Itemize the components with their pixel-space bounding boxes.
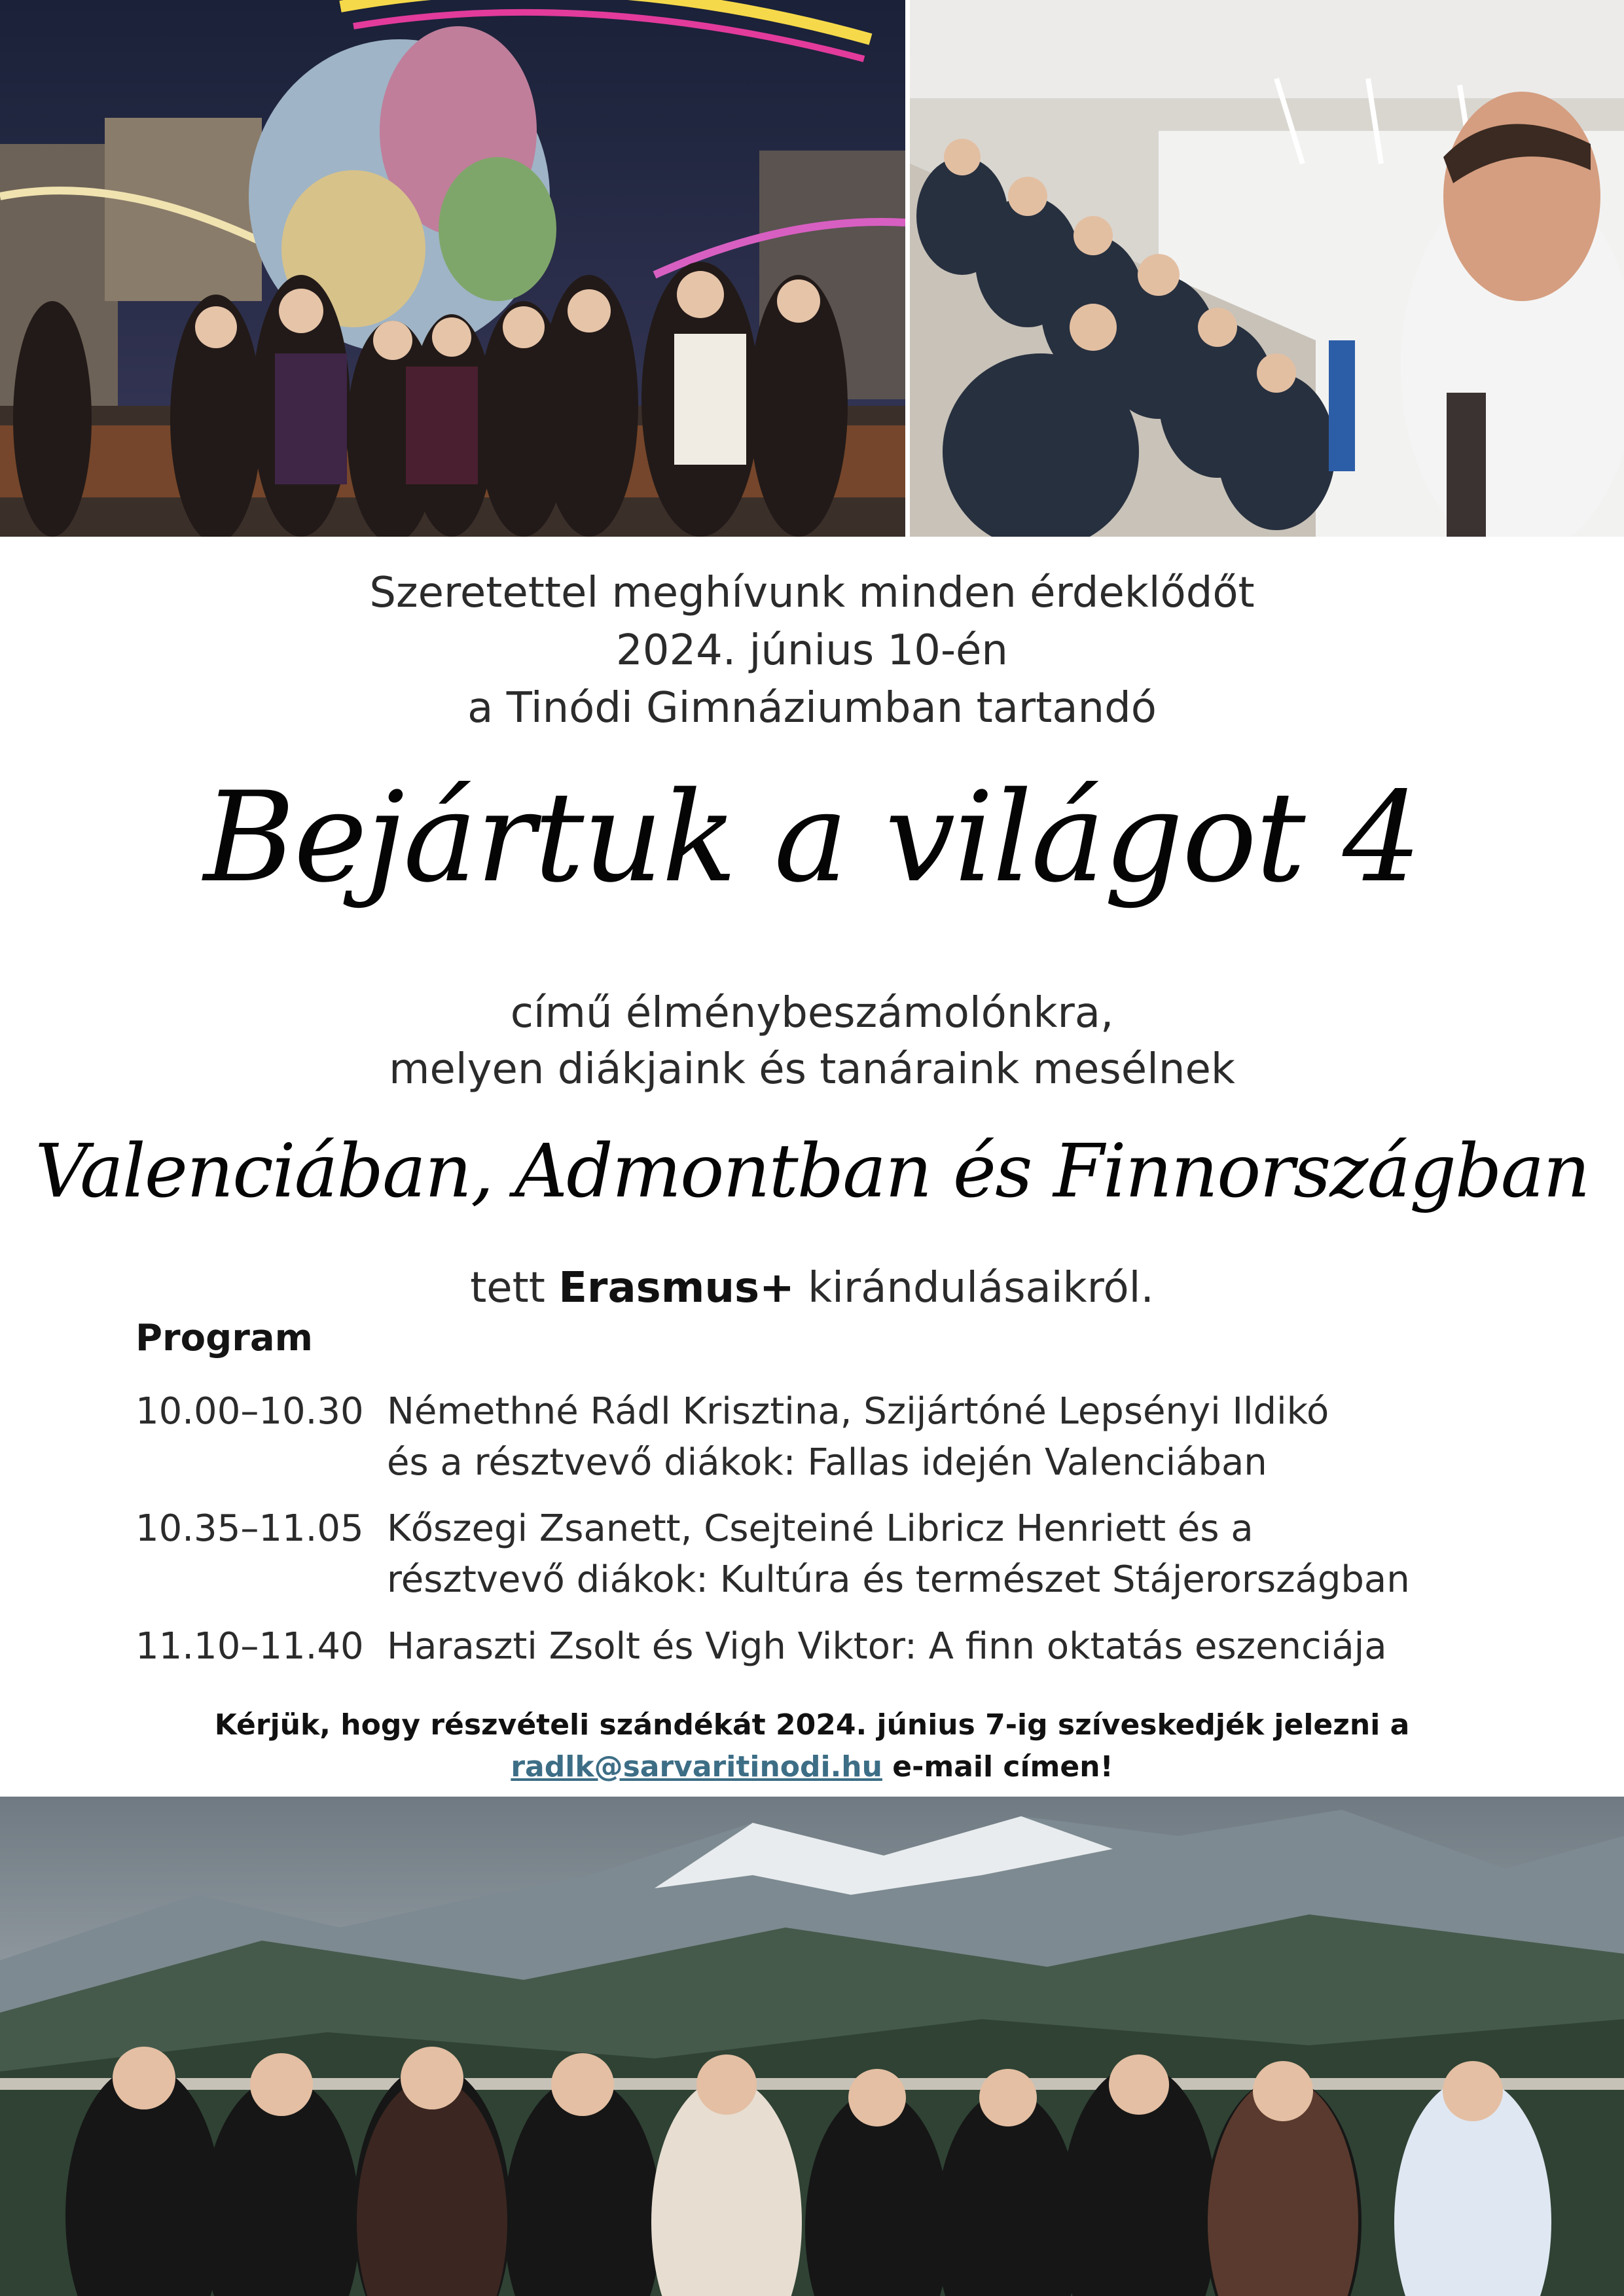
rsvp-line-1: Kérjük, hogy részvételi szándékát 2024. június 7-ig szíveskedjék jelezni a	[214, 1708, 1410, 1742]
subtitle-line-1: című élménybeszámolónkra,	[510, 989, 1114, 1037]
program-description	[387, 1621, 1624, 1672]
subtitle-line-2: melyen diákjaink és tanáraink mesélnek	[389, 1045, 1235, 1094]
erasmus-bold: Erasmus+	[558, 1264, 795, 1312]
program-time: 11.10–11.40	[135, 1625, 364, 1668]
rsvp-email-link[interactable]: radlk@sarvaritinodi.hu	[511, 1750, 882, 1784]
program-description	[387, 1386, 1624, 1488]
program-time: 10.00–10.30	[135, 1390, 364, 1433]
program-desc-line: Kőszegi Zsanett, Csejteiné Libricz Henriett és a	[387, 1507, 1254, 1550]
erasmus-after: kirándulásaikról.	[808, 1264, 1154, 1312]
photo-valencia-group	[0, 0, 905, 537]
program-desc-line: Haraszti Zsolt és Vigh Viktor: A finn oktatás eszenciája	[387, 1625, 1387, 1668]
intro-line-2: 2024. június 10-én	[616, 626, 1008, 675]
intro-line-3: a Tinódi Gimnáziumban tartandó	[467, 684, 1157, 732]
rsvp-after-email: e-mail címen!	[892, 1750, 1113, 1784]
subtitle	[0, 985, 1624, 1098]
program-description	[387, 1503, 1624, 1605]
program-desc-line: Némethné Rádl Krisztina, Szijártóné Lepsényi Ildikó	[387, 1390, 1329, 1433]
rsvp-note	[0, 1704, 1624, 1788]
program-desc-line: és a résztvevő diákok: Fallas idején Valenciában	[387, 1441, 1267, 1484]
erasmus-before: tett	[470, 1264, 545, 1312]
event-title: Bejártuk a világot 4	[204, 765, 1420, 910]
photo-hall-selfie	[910, 0, 1624, 537]
program-heading: Program	[135, 1317, 313, 1359]
photo-mountain-group	[0, 1797, 1624, 2296]
program-desc-line: résztvevő diákok: Kultúra és természet Stájerországban	[387, 1558, 1410, 1601]
places-heading: Valenciában, Admontban és Finnországban	[35, 1129, 1589, 1214]
program-time: 10.35–11.05	[135, 1507, 364, 1550]
erasmus-line	[0, 1260, 1624, 1316]
rsvp-line-2	[0, 1746, 1624, 1788]
intro-line-1: Szeretettel meghívunk minden érdeklődőt	[369, 569, 1255, 617]
intro	[0, 564, 1624, 737]
